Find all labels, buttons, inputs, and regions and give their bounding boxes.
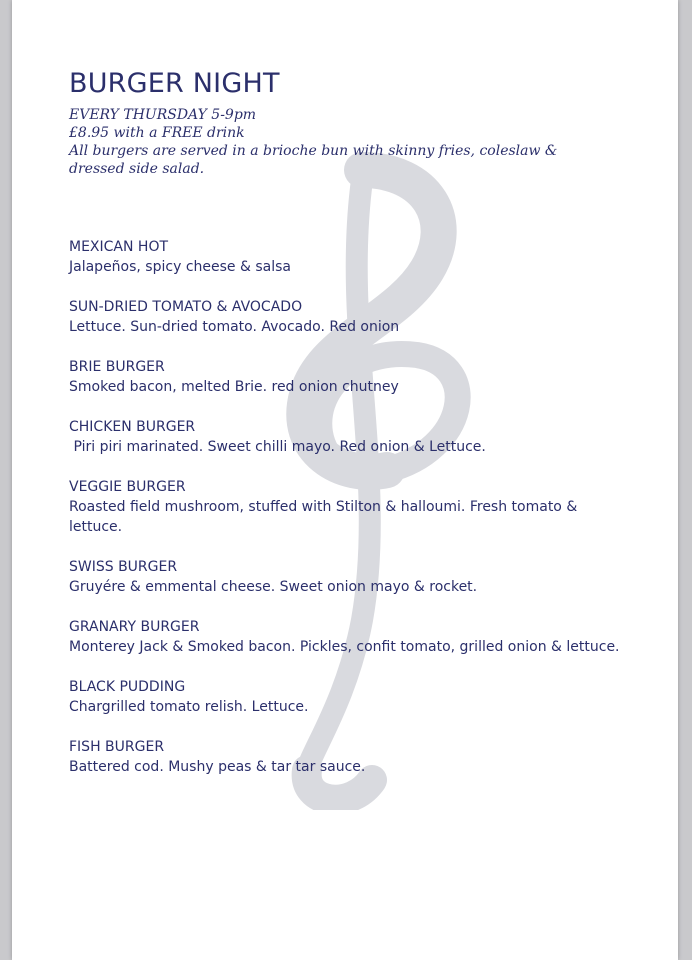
menu-header xyxy=(69,68,629,178)
item-description: Gruyére & emmental cheese. Sweet onion mayo & rocket. xyxy=(69,579,478,595)
item-description: Roasted field mushroom, stuffed with Stilton & halloumi. Fresh tomato & lettuce. xyxy=(69,499,578,535)
menu-item xyxy=(69,477,629,537)
menu-item xyxy=(69,617,629,657)
menu-item xyxy=(69,677,629,717)
item-name: FISH BURGER xyxy=(69,739,165,755)
item-description: Piri piri marinated. Sweet chilli mayo. Red onion & Lettuce. xyxy=(69,439,486,455)
item-name: BRIE BURGER xyxy=(69,359,165,375)
menu-item xyxy=(69,557,629,597)
item-description: Monterey Jack & Smoked bacon. Pickles, confit tomato, grilled onion & lettuce. xyxy=(69,639,620,655)
item-name: BLACK PUDDING xyxy=(69,679,186,695)
description-text: All burgers are served in a brioche bun with skinny fries, coleslaw & dressed side salad. xyxy=(69,143,558,177)
menu-item xyxy=(69,297,629,337)
item-name: SWISS BURGER xyxy=(69,559,178,575)
menu-page xyxy=(12,0,678,960)
item-name: SUN-DRIED TOMATO & AVOCADO xyxy=(69,299,303,315)
item-description: Jalapeños, spicy cheese & salsa xyxy=(69,259,291,275)
item-name: CHICKEN BURGER xyxy=(69,419,196,435)
item-description: Chargrilled tomato relish. Lettuce. xyxy=(69,699,309,715)
menu-items xyxy=(69,237,629,797)
schedule-text: EVERY THURSDAY 5-9pm xyxy=(69,107,257,123)
price-text: £8.95 with a FREE drink xyxy=(69,125,245,141)
menu-item xyxy=(69,237,629,277)
item-name: VEGGIE BURGER xyxy=(69,479,186,495)
menu-item xyxy=(69,417,629,457)
item-description: Smoked bacon, melted Brie. red onion chutney xyxy=(69,379,399,395)
item-name: MEXICAN HOT xyxy=(69,239,169,255)
page-title: BURGER NIGHT xyxy=(69,68,280,99)
item-name: GRANARY BURGER xyxy=(69,619,200,635)
item-description: Lettuce. Sun-dried tomato. Avocado. Red onion xyxy=(69,319,400,335)
menu-item xyxy=(69,737,629,777)
item-description: Battered cod. Mushy peas & tar tar sauce. xyxy=(69,759,366,775)
menu-item xyxy=(69,357,629,397)
